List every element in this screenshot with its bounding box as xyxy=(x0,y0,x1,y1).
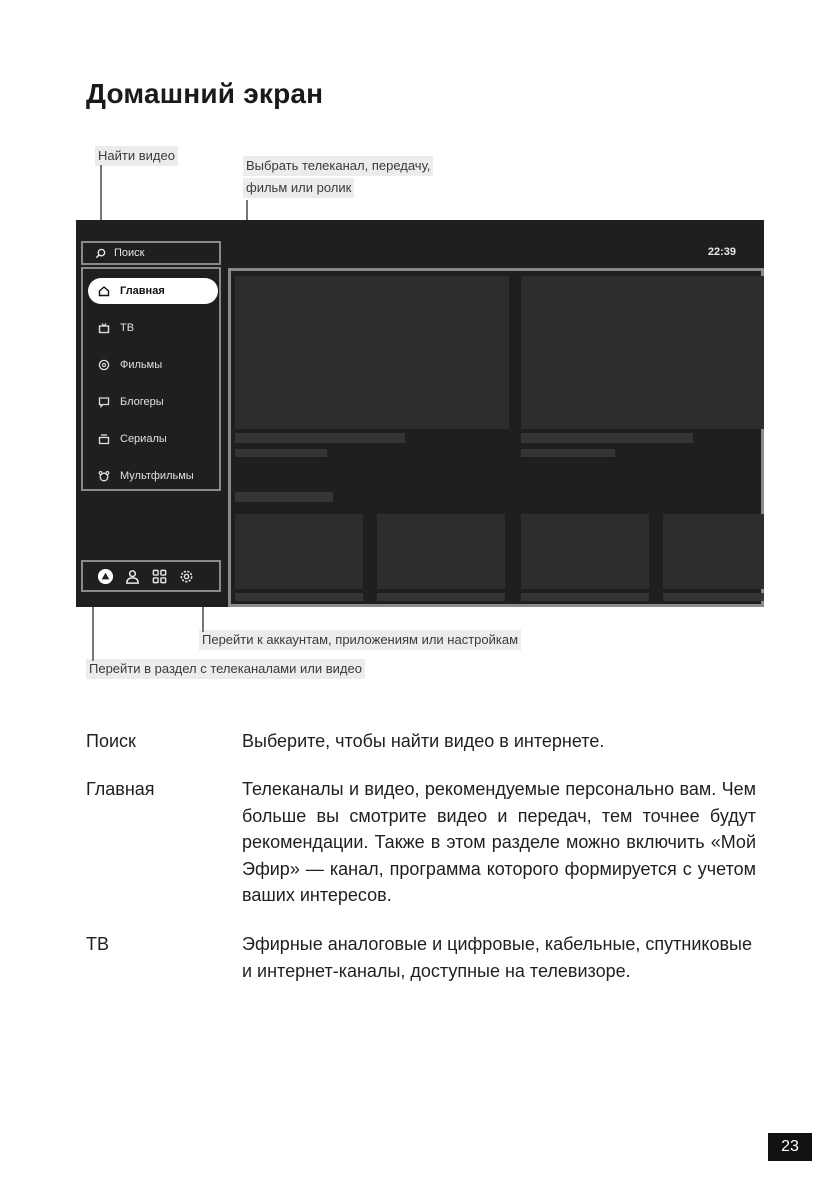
callout-find-video: Найти видео xyxy=(95,146,178,166)
apps-grid-icon[interactable] xyxy=(151,568,168,585)
chat-bubble-icon xyxy=(98,396,110,408)
callout-go-accounts: Перейти к аккаунтам, приложениям или настройкам xyxy=(199,630,521,650)
definition-term: ТВ xyxy=(86,934,110,954)
definition-term: Главная xyxy=(86,779,155,799)
content-tile[interactable] xyxy=(663,514,764,589)
placeholder-bar xyxy=(377,593,505,601)
content-tile[interactable] xyxy=(521,514,649,589)
nav-item-series[interactable] xyxy=(88,426,218,452)
placeholder-bar xyxy=(235,593,363,601)
callout-choose-channel xyxy=(243,156,433,200)
search-button[interactable] xyxy=(81,241,221,265)
nav-item-home[interactable] xyxy=(88,278,218,304)
nav-item-cartoons[interactable] xyxy=(88,463,218,489)
alice-icon[interactable] xyxy=(97,568,114,585)
placeholder-bar xyxy=(235,449,327,457)
film-reel-icon xyxy=(98,359,110,371)
placeholder-bar xyxy=(521,433,693,443)
nav-item-label: Мультфильмы xyxy=(120,470,194,482)
content-area xyxy=(228,268,764,607)
clock: 22:39 xyxy=(707,246,736,258)
placeholder-bar xyxy=(235,433,405,443)
nav-item-films[interactable] xyxy=(88,352,218,378)
bottom-bar xyxy=(81,560,221,592)
settings-gear-icon[interactable] xyxy=(178,568,195,585)
callout-choose-channel-line1: Выбрать телеканал, передачу, xyxy=(243,156,433,176)
featured-tile[interactable] xyxy=(235,276,509,429)
featured-tile[interactable] xyxy=(521,276,764,429)
nav-item-label: Фильмы xyxy=(120,359,163,371)
tv-screen-illustration xyxy=(76,220,764,607)
nav-item-tv[interactable] xyxy=(88,315,218,341)
definition-term: Поиск xyxy=(86,731,136,751)
placeholder-bar xyxy=(663,593,764,601)
callout-go-section: Перейти в раздел с телеканалами или видео xyxy=(86,659,365,679)
nav-menu xyxy=(81,267,221,491)
content-tile[interactable] xyxy=(377,514,505,589)
tv-icon xyxy=(98,322,110,334)
bear-icon xyxy=(98,470,110,482)
page-title: Домашний экран xyxy=(86,78,324,109)
nav-item-bloggers[interactable] xyxy=(88,389,218,415)
search-icon xyxy=(95,248,106,259)
placeholder-bar xyxy=(521,449,615,457)
stack-icon xyxy=(98,433,110,445)
nav-item-label: Главная xyxy=(120,285,165,297)
page-number: 23 xyxy=(768,1133,812,1161)
definition-description: Выберите, чтобы найти видео в интернете. xyxy=(242,731,605,751)
user-icon[interactable] xyxy=(124,568,141,585)
definition-description: Телеканалы и видео, рекомендуемые персонально вам. Чем больше вы смотрите видео и передач, тем точнее будут рекомендации. Также в этом разделе можно включить «Мой Эфир» — канал, программа которого формируется с учетом ваших интересов. xyxy=(242,779,756,905)
content-tile[interactable] xyxy=(235,514,363,589)
nav-item-label: Сериалы xyxy=(120,433,167,445)
callout-choose-channel-line2: фильм или ролик xyxy=(243,178,354,198)
definition-description: Эфирные аналоговые и цифровые, кабельные, спутниковые и интернет-каналы, доступные на телевизоре. xyxy=(242,934,752,981)
search-label: Поиск xyxy=(114,247,145,259)
nav-item-label: ТВ xyxy=(120,322,135,334)
home-icon xyxy=(98,285,110,297)
nav-item-label: Блогеры xyxy=(120,396,164,408)
placeholder-bar xyxy=(235,492,333,502)
placeholder-bar xyxy=(521,593,649,601)
